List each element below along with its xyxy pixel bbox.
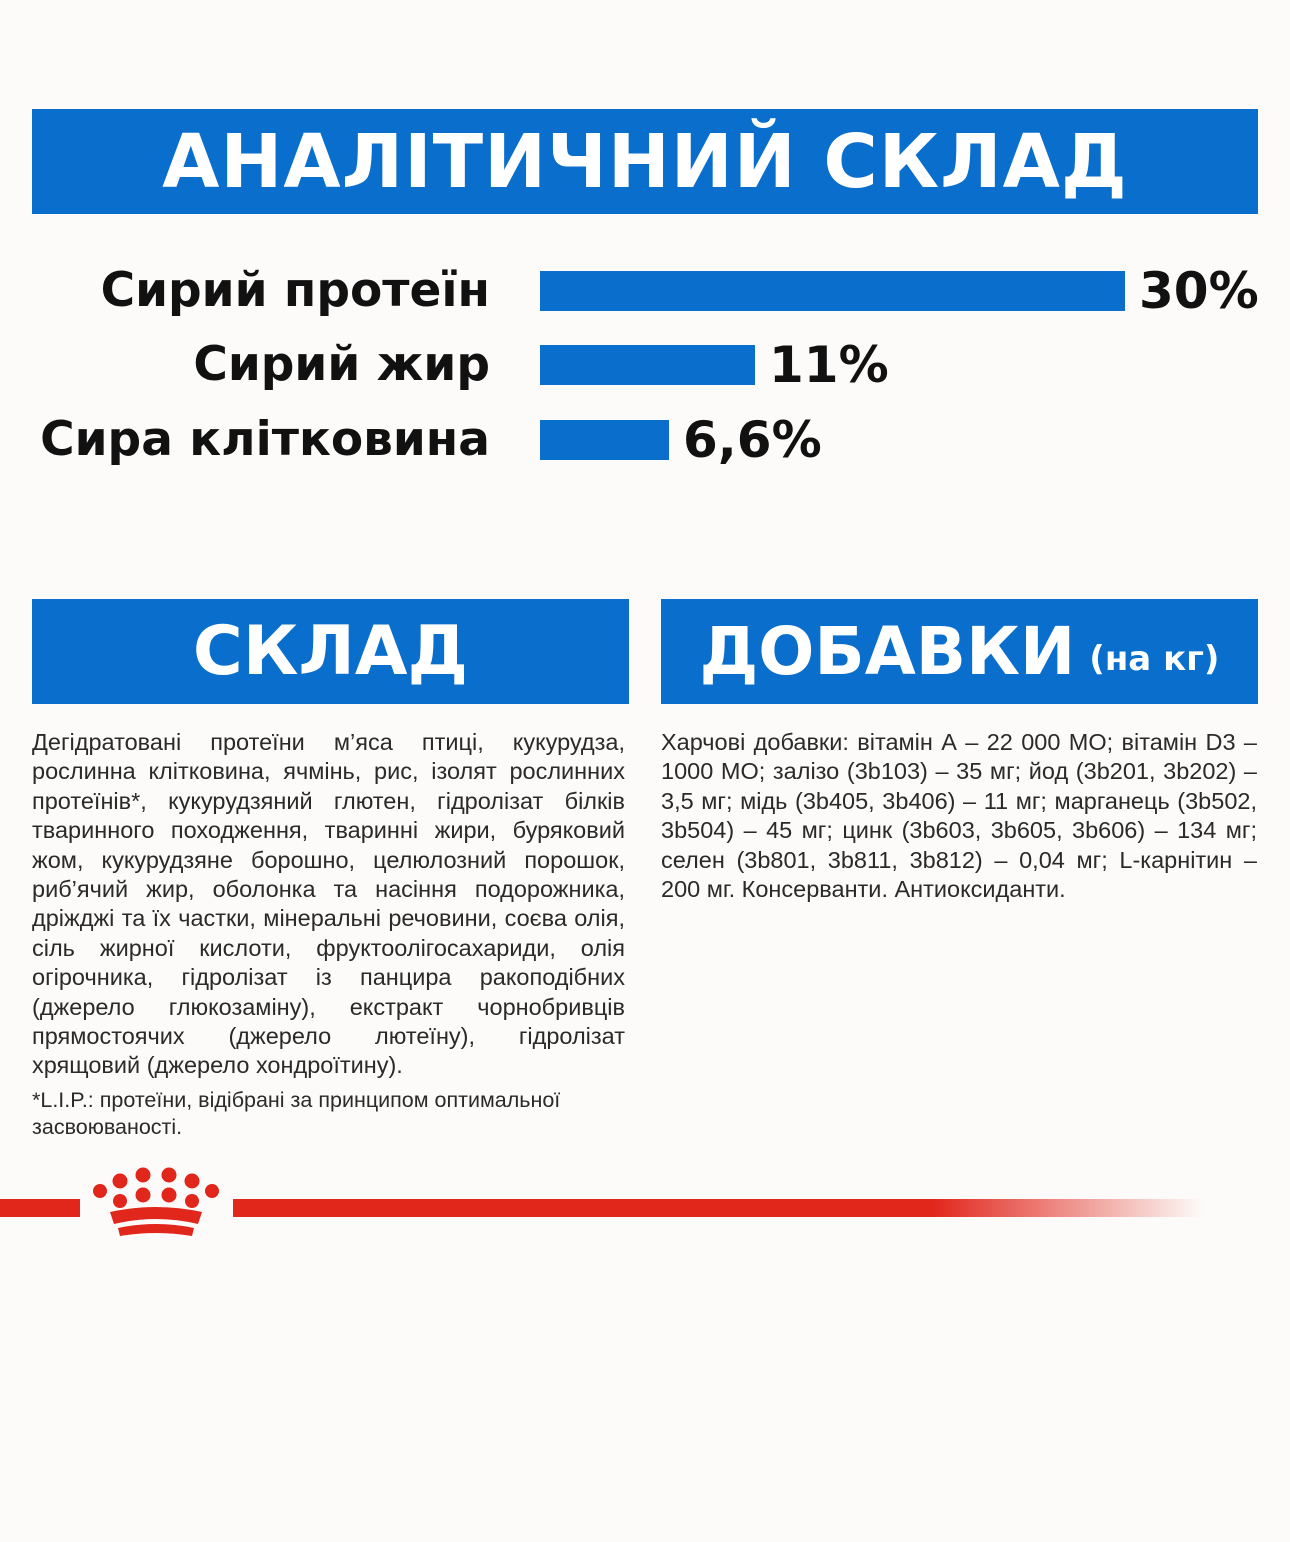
nutrient-row-fat [0,335,1290,395]
additives-banner [661,599,1258,704]
nutrient-row-protein [0,261,1290,321]
composition-title: СКЛАД [192,612,469,691]
brand-line-left [0,1199,80,1217]
composition-banner [32,599,629,704]
nutrient-value: 11% [769,336,889,394]
nutrient-row-fiber [0,410,1290,470]
nutrient-bar [540,420,669,460]
nutrient-label: Сирий протеїн [100,263,490,318]
brand-line-right [233,1199,1203,1217]
additives-title: ДОБАВКИ [699,613,1076,690]
nutrient-value: 6,6% [683,411,822,469]
nutrient-value: 30% [1139,262,1259,320]
nutrient-bar [540,271,1125,311]
nutrient-label: Сира клітковина [40,412,490,467]
composition-footnote: *L.I.P.: протеїни, відібрані за принципом оптимальної засвоюваності. [32,1088,561,1139]
analytic-composition-title: АНАЛІТИЧНИЙ СКЛАД [162,118,1128,205]
royal-crown-icon [84,1164,228,1240]
nutrient-bar [540,345,755,385]
analytic-composition-banner [32,109,1258,214]
additives-text: Харчові добавки: вітамін А – 22 000 МО; вітамін D3 – 1000 МО; залізо (3b103) – 35 мг; йод (3b201, 3b202) – 3,5 мг; мідь (3b405, 3b406) – 11 мг; марганець (3b502, 3b504) – 45 мг; цинк (3b603, 3b605, 3b606) – 134 мг; селен (3b801, 3b811, 3b812) – 0,04 мг; L-карнітин – 200 мг. Консерванти. Антиоксиданти. [661,729,1257,903]
composition-text: Дегідратовані протеїни м’яса птиці, кукурудза, рослинна клітковина, ячмінь, рис, ізолят рослинних протеїнів*, кукурудзяний глютен, гідролізат білків тваринного походження, тваринні жири, буряковий жом, кукурудзяне борошно, целюлозний порошок, риб’ячий жир, оболонка та насіння подорожника, дріжджі та їх частки, мінеральні речовини, соєва олія, сіль жирної кислоти, фруктоолігосахариди, олія огірочника, гідролізат із панцира ракоподібних (джерело глюкозаміну), екстракт чорнобривців прямостоячих (джерело лютеїну), гідролізат хрящовий (джерело хондроїтину). [32,729,625,1079]
additives-title-suffix: (на кг) [1089,638,1220,679]
nutrient-label: Сирий жир [193,337,490,392]
